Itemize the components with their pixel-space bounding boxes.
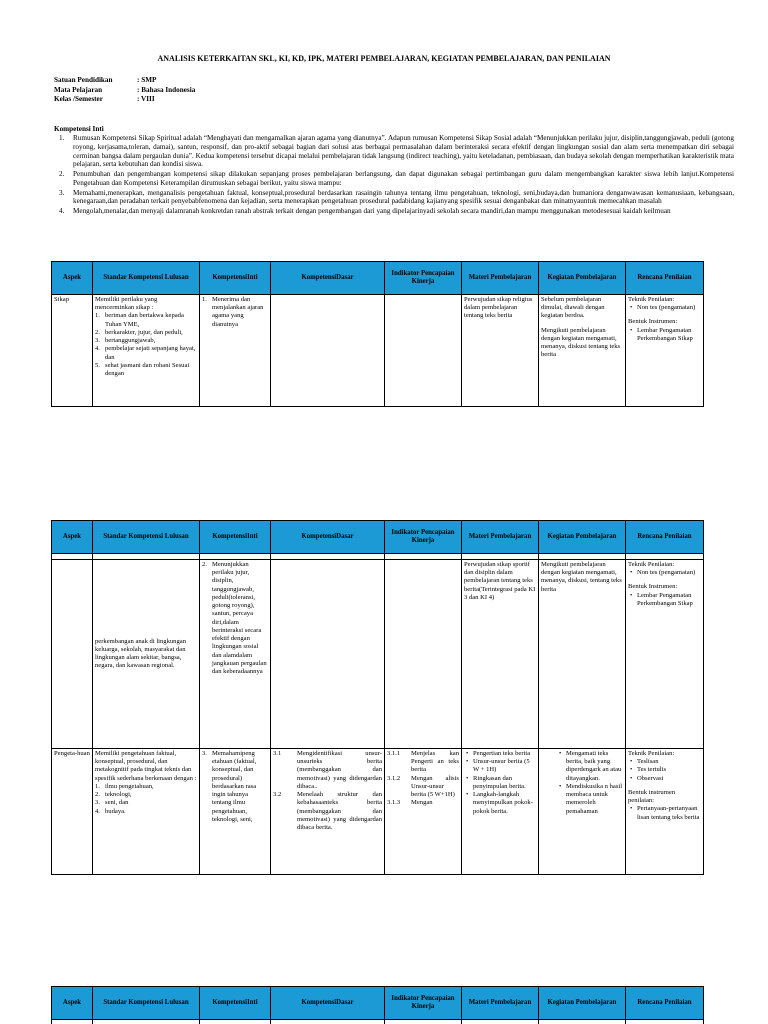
header-penilaian: Rencana Penilaian bbox=[626, 521, 704, 554]
kd-item-number: 3.2 bbox=[273, 791, 282, 799]
cell-ipk bbox=[385, 749, 462, 875]
skl-item-number: 5. bbox=[95, 361, 100, 369]
ki-heading: Kompetensi Inti bbox=[54, 125, 104, 133]
skl-item bbox=[95, 783, 197, 791]
meta-label: Satuan Pendidikan bbox=[54, 76, 113, 84]
header-kegiatan: Kegiatan Pembelajaran bbox=[539, 987, 626, 1020]
header-aspek: Aspek bbox=[52, 987, 93, 1020]
analysis-table-2 bbox=[51, 520, 704, 875]
kd-item bbox=[273, 750, 382, 791]
header-aspek: Aspek bbox=[52, 262, 93, 295]
cell-ki bbox=[200, 560, 271, 749]
meta-row bbox=[54, 95, 195, 105]
kegiatan-item: • Mengamati teks berita, baik yang diperdengark an atau ditayangkan. bbox=[557, 750, 623, 783]
bentuk-item: • Lembar Pengamatan Perkembangan Sikap bbox=[628, 592, 701, 608]
skl-item-text: budaya. bbox=[105, 807, 126, 815]
meta-row bbox=[54, 76, 195, 86]
materi-item: • Langkah-langkah menyimpulkan pokok-pokok berita. bbox=[464, 791, 536, 816]
header-ipk: Indikator Pencapaian Kinerja bbox=[385, 262, 462, 295]
materi-item: • Pengertian teks berita bbox=[464, 750, 536, 758]
header-penilaian: Rencana Penilaian bbox=[626, 987, 704, 1020]
header-kegiatan: Kegiatan Pembelajaran bbox=[539, 262, 626, 295]
kegiatan-item: • Mendiskusika n hasil membaca untuk memeroleh pemahaman bbox=[557, 783, 623, 816]
skl-item-number: 2. bbox=[95, 328, 100, 336]
table-row bbox=[52, 295, 704, 407]
header-ki: KompetensiInti bbox=[200, 262, 271, 295]
header-aspek: Aspek bbox=[52, 521, 93, 554]
kd-item-text: Menelaah struktur dan kebahasaanteks berita (membanggakan dan memotivasi) yang didengardan dibaca berita. bbox=[297, 791, 382, 832]
header-ki: KompetensiInti bbox=[200, 521, 271, 554]
cell-kd bbox=[271, 749, 385, 875]
cell-kegiatan bbox=[539, 295, 626, 407]
table-header-row bbox=[52, 987, 704, 1020]
bentuk-item: • Pertanyaan-pertanyaan lisan tentang teks berita bbox=[628, 805, 701, 821]
meta-row bbox=[54, 86, 195, 96]
cell-materi bbox=[462, 749, 539, 875]
header-kd: KompetensiDasar bbox=[271, 262, 385, 295]
kd-item-number: 3.1 bbox=[273, 750, 282, 757]
kegiatan-text: Sebelum pembelajaran dimulai, diawali dengan kegiatan berdoa. bbox=[541, 296, 605, 320]
ipk-item-text: Mengan bbox=[411, 799, 433, 807]
header-ipk: Indikator Pencapaian Kinerja bbox=[385, 521, 462, 554]
cell-penilaian bbox=[626, 560, 704, 749]
ipk-item bbox=[387, 799, 459, 807]
bentuk-label: Bentuk instrumen penilaian: bbox=[628, 788, 676, 805]
skl-item bbox=[95, 362, 197, 378]
ki-item-text: Penumbuhan dan pengembangan kompetensi sikap dilakukan sepanjang proses pembelajaran berlangsung, dan dapat digunakan sebagai pertimbangan guru dalam mengembangkan karakter siswa lebih lanjut.Kompetensi Pengetahuan dan Kompetensi Keterampilan dirumuskan sebagai berikut, yaitu siswa mampu: bbox=[73, 170, 734, 187]
ki-item bbox=[54, 134, 734, 169]
ipk-item-text: Mengan alisis Unsur-unsur berita (5 W+1H) bbox=[411, 774, 459, 799]
ki-item bbox=[54, 170, 734, 188]
ki-entry-text: Menunjukkan perilaku jujur, disiplin, tanggungjawab, peduli(toleransi, gotong royong), santun, percaya diri,dalam berinteraksi secara efektif dengan lingkungan sosial dan alamdalam jangkauan pergaulan dan keberadaannya bbox=[212, 561, 267, 676]
ki-item-number: 3. bbox=[59, 188, 65, 197]
cell-penilaian bbox=[626, 295, 704, 407]
analysis-table-3 bbox=[51, 986, 704, 1024]
kd-item bbox=[273, 791, 382, 832]
skl-item bbox=[95, 312, 197, 328]
table-header-row bbox=[52, 262, 704, 295]
kd-item-text: Mengidentifikasi unsur-unsurteks berita (membanggakan dan memotivasi) yang didengardan dibaca.. bbox=[297, 750, 382, 790]
teknik-label: Teknik Penilaian: bbox=[628, 750, 675, 757]
skl-item-text: bertanggungjawab, bbox=[105, 337, 156, 345]
table-row bbox=[52, 1020, 704, 1024]
teknik-item: • Teslisan bbox=[628, 758, 701, 766]
table-header-row bbox=[52, 521, 704, 554]
skl-item bbox=[95, 329, 197, 337]
teknik-item: • Tes tertulis bbox=[628, 766, 701, 774]
document-title: ANALISIS KETERKAITAN SKL, KI, KD, IPK, MATERI PEMBELAJARAN, KEGIATAN PEMBELAJARAN, DAN PENILAIAN bbox=[157, 54, 611, 63]
skl-item-number: 4. bbox=[95, 345, 100, 353]
cell-ipk bbox=[385, 560, 462, 749]
header-ipk: Indikator Pencapaian Kinerja bbox=[385, 987, 462, 1020]
skl-item bbox=[95, 799, 197, 807]
header-kd: KompetensiDasar bbox=[271, 987, 385, 1020]
skl-text: perkembangan anak di lingkungan keluarga, sekolah, masyarakat dan lingkungan alam sekitar, bangsa, negara, dan kawasan regional. bbox=[95, 637, 187, 670]
bentuk-item: • Lembar Pengamatan Perkembangan Sikap bbox=[628, 327, 701, 343]
ipk-item-text: Menjelas kan Pengerti an teks berita bbox=[411, 750, 459, 774]
ipk-item-number: 3.1.2 bbox=[387, 774, 401, 782]
skl-item-text: beriman dan bertakwa kepada Tuhan YME, bbox=[105, 312, 184, 328]
header-penilaian: Rencana Penilaian bbox=[626, 262, 704, 295]
header-materi: Materi Pembelajaran bbox=[462, 521, 539, 554]
ki-list bbox=[54, 134, 734, 216]
header-materi: Materi Pembelajaran bbox=[462, 987, 539, 1020]
cell-materi: Perwujudan sikap sportif dan disiplin dalam pembelajaran tentang teks berita(Terintegrasi pada KI 3 dan KI 4) bbox=[462, 560, 539, 749]
ipk-item-number: 3.1.1 bbox=[387, 750, 401, 757]
header-materi: Materi Pembelajaran bbox=[462, 262, 539, 295]
skl-item bbox=[95, 808, 197, 816]
ipk-item-number: 3.1.3 bbox=[387, 799, 401, 807]
ki-entry-number: 1. bbox=[202, 296, 207, 303]
skl-item-text: berkarakter, jujur, dan peduli, bbox=[105, 328, 183, 336]
bentuk-list bbox=[628, 805, 701, 821]
meta-label: Mata Pelajaran bbox=[54, 85, 103, 94]
skl-item bbox=[95, 337, 197, 345]
header-skl: Standar Kompetensi Lulusan bbox=[93, 262, 200, 295]
header-skl: Standar Kompetensi Lulusan bbox=[93, 987, 200, 1020]
materi-list bbox=[464, 750, 536, 816]
header-skl: Standar Kompetensi Lulusan bbox=[93, 521, 200, 554]
teknik-label: Teknik Penilaian: bbox=[628, 561, 675, 568]
materi-item: • Ringkasan dan penyimpulan berita. bbox=[464, 775, 536, 791]
header-kd: KompetensiDasar bbox=[271, 521, 385, 554]
bentuk-label: Bentuk Instrumen: bbox=[628, 583, 678, 591]
skl-item-number: 2. bbox=[95, 791, 100, 799]
cell-kd bbox=[271, 295, 385, 407]
cell-aspek: Sikap bbox=[52, 295, 93, 407]
cell-aspek: Pengeta-huan bbox=[52, 749, 93, 875]
ki-item-number: 1. bbox=[59, 134, 65, 142]
teknik-item: • Non tes (pengamatan) bbox=[628, 304, 701, 312]
skl-intro: Memiliki pengetahuan faktual, konseptual, prosedural, dan metakognitif pada tingkat teknis dan spesifik sederhana berkenaan dengan : bbox=[95, 750, 197, 782]
cell-kd bbox=[271, 560, 385, 749]
skl-item-number: 1. bbox=[95, 312, 100, 320]
materi-item: • Unsur-unsur berita (5 W + 1H) bbox=[464, 758, 536, 774]
teknik-label: Teknik Penilaian: bbox=[628, 296, 675, 303]
meta-value: : VIII bbox=[137, 95, 155, 103]
ki-entry-number: 3. bbox=[202, 750, 207, 757]
skl-item-text: teknologi, bbox=[105, 791, 132, 799]
meta-value: : SMP bbox=[137, 76, 157, 84]
ki-item bbox=[54, 207, 734, 216]
ki-entry bbox=[202, 296, 268, 329]
bentuk-label: Bentuk Instrumen: bbox=[628, 318, 678, 326]
cell-skl bbox=[93, 749, 200, 875]
teknik-list bbox=[628, 304, 701, 312]
cell-ki bbox=[200, 749, 271, 875]
header-kegiatan: Kegiatan Pembelajaran bbox=[539, 521, 626, 554]
skl-item-number: 3. bbox=[95, 337, 100, 345]
meta-value: : Bahasa Indonesia bbox=[137, 85, 196, 94]
ki-item bbox=[54, 189, 734, 207]
skl-item bbox=[95, 345, 197, 361]
ki-item-text: Memahami,menerapkan, menganalisis pengetahuan faktual, konseptual,prosedural berdasarkan rasaingin tahunya tentang ilmu pengetahuan, teknologi, seni,budaya,dan humaniora denganwawasan kemanusiaan, kebangsaan, kenegaraan,dan peradaban terkait penyebabfenomena dan kejadian, serta menerapkan pengetahuan prosedural padabidang kajianyang spesifik sesuai denganbakat dan minatnyauntuk memecahkan masalah bbox=[73, 188, 734, 206]
teknik-list bbox=[628, 569, 701, 577]
teknik-item: • Observasi bbox=[628, 775, 701, 783]
skl-item-number: 1. bbox=[95, 782, 100, 790]
skl-item-number: 4. bbox=[95, 807, 100, 815]
teknik-item: • Non tes (pengamatan) bbox=[628, 569, 701, 577]
skl-item-text: pembelajar sejati sepanjang hayat, dan bbox=[105, 345, 196, 361]
cell-ipk bbox=[385, 295, 462, 407]
ki-item-text: Rumusan Kompetensi Sikap Spiritual adalah “Menghayati dan mengamalkan ajaran agama yang dianutnya”. Adapun rumusan Kompetensi Sikap Sosial adalah “Menunjukkan perilaku jujur, disiplin,tanggungjawab, peduli (gotong royong, kerjasama,toleran, damai), santun, responsif, dan pro-aktif sebagai bagian dari solusi atas berbagai permasalahan dalam berinteraksi secara efektif dengan lingkungan sosial dan alam serta menempatkan diri sebagai cerminan bangsa dalam pergaulan dunia”. Kedua kompetensi tersebut dicapai melalui pembelajaran tidak langsung (indirect teaching), yaitu keteladanan, pembiasaan, dan budaya sekolah dengan memperhatikan karakteristik mata pelajaran, serta kebutuhan dan kondisi siswa. bbox=[73, 134, 734, 169]
cell-ki bbox=[200, 295, 271, 407]
ki-entry bbox=[202, 561, 268, 676]
ki-entry bbox=[202, 750, 268, 824]
table-row bbox=[52, 560, 704, 749]
ki-item-text: Mengolah,menalar,dan menyaji dalamranah konkretdan ranah abstrak terkait dengan pengembangan dari yang dipelajarinyadi sekolah secara mandiri,dan mampu menggunakan metodesesuai kaidah keilmuan bbox=[73, 207, 671, 216]
bentuk-list bbox=[628, 592, 701, 608]
skl-item bbox=[95, 791, 197, 799]
ipk-item bbox=[387, 750, 459, 775]
bentuk-list bbox=[628, 327, 701, 343]
skl-item-text: ilmu pengetahuan, bbox=[105, 782, 154, 790]
cell-aspek bbox=[52, 560, 93, 749]
skl-item-text: sehat jasmani dan rohani Sesuai dengan bbox=[105, 361, 190, 378]
kegiatan-list bbox=[541, 750, 623, 816]
cell-skl bbox=[93, 560, 200, 749]
meta-label: Kelas /Semester bbox=[54, 95, 103, 103]
header-ki: KompetensiInti bbox=[200, 987, 271, 1020]
ki-entry-number: 2. bbox=[202, 561, 207, 568]
ki-item-number: 4. bbox=[59, 207, 65, 216]
cell-kegiatan bbox=[539, 749, 626, 875]
identity-block bbox=[54, 76, 195, 105]
cell-skl bbox=[93, 295, 200, 407]
skl-item-number: 3. bbox=[95, 799, 100, 807]
cell-materi: Perwujudan sikap religius dalam pembelajaran tentang teks berita bbox=[462, 295, 539, 407]
teknik-list bbox=[628, 758, 701, 783]
ki-entry-text: Menerima dan menjalankan ajaran agama yang dianutnya bbox=[212, 296, 264, 328]
ki-item-number: 2. bbox=[59, 170, 65, 179]
ipk-item bbox=[387, 775, 459, 800]
table-row bbox=[52, 749, 704, 875]
cell-penilaian bbox=[626, 749, 704, 875]
kegiatan-text: Mengikuti pembelajaran dengan kegiatan mengamati, menanya, diskusi tentang teks berita bbox=[541, 326, 621, 359]
skl-item-text: seni, dan bbox=[105, 799, 129, 807]
skl-intro: Memiliki perilaku yang mencerminkan sikap : bbox=[95, 296, 158, 312]
analysis-table-1 bbox=[51, 261, 704, 407]
cell-kegiatan: Mengikuti pembelajaran dengan kegiatan mengamati, menanya, diskusi, tentang teks berita bbox=[539, 560, 626, 749]
ki-entry-text: Memahamipeng etahuan (faktual, konseptual, dan prosedural) berdasarkan rasa ingin tahunya tentang ilmu pengetahuan, teknologi, seni, bbox=[212, 750, 257, 823]
